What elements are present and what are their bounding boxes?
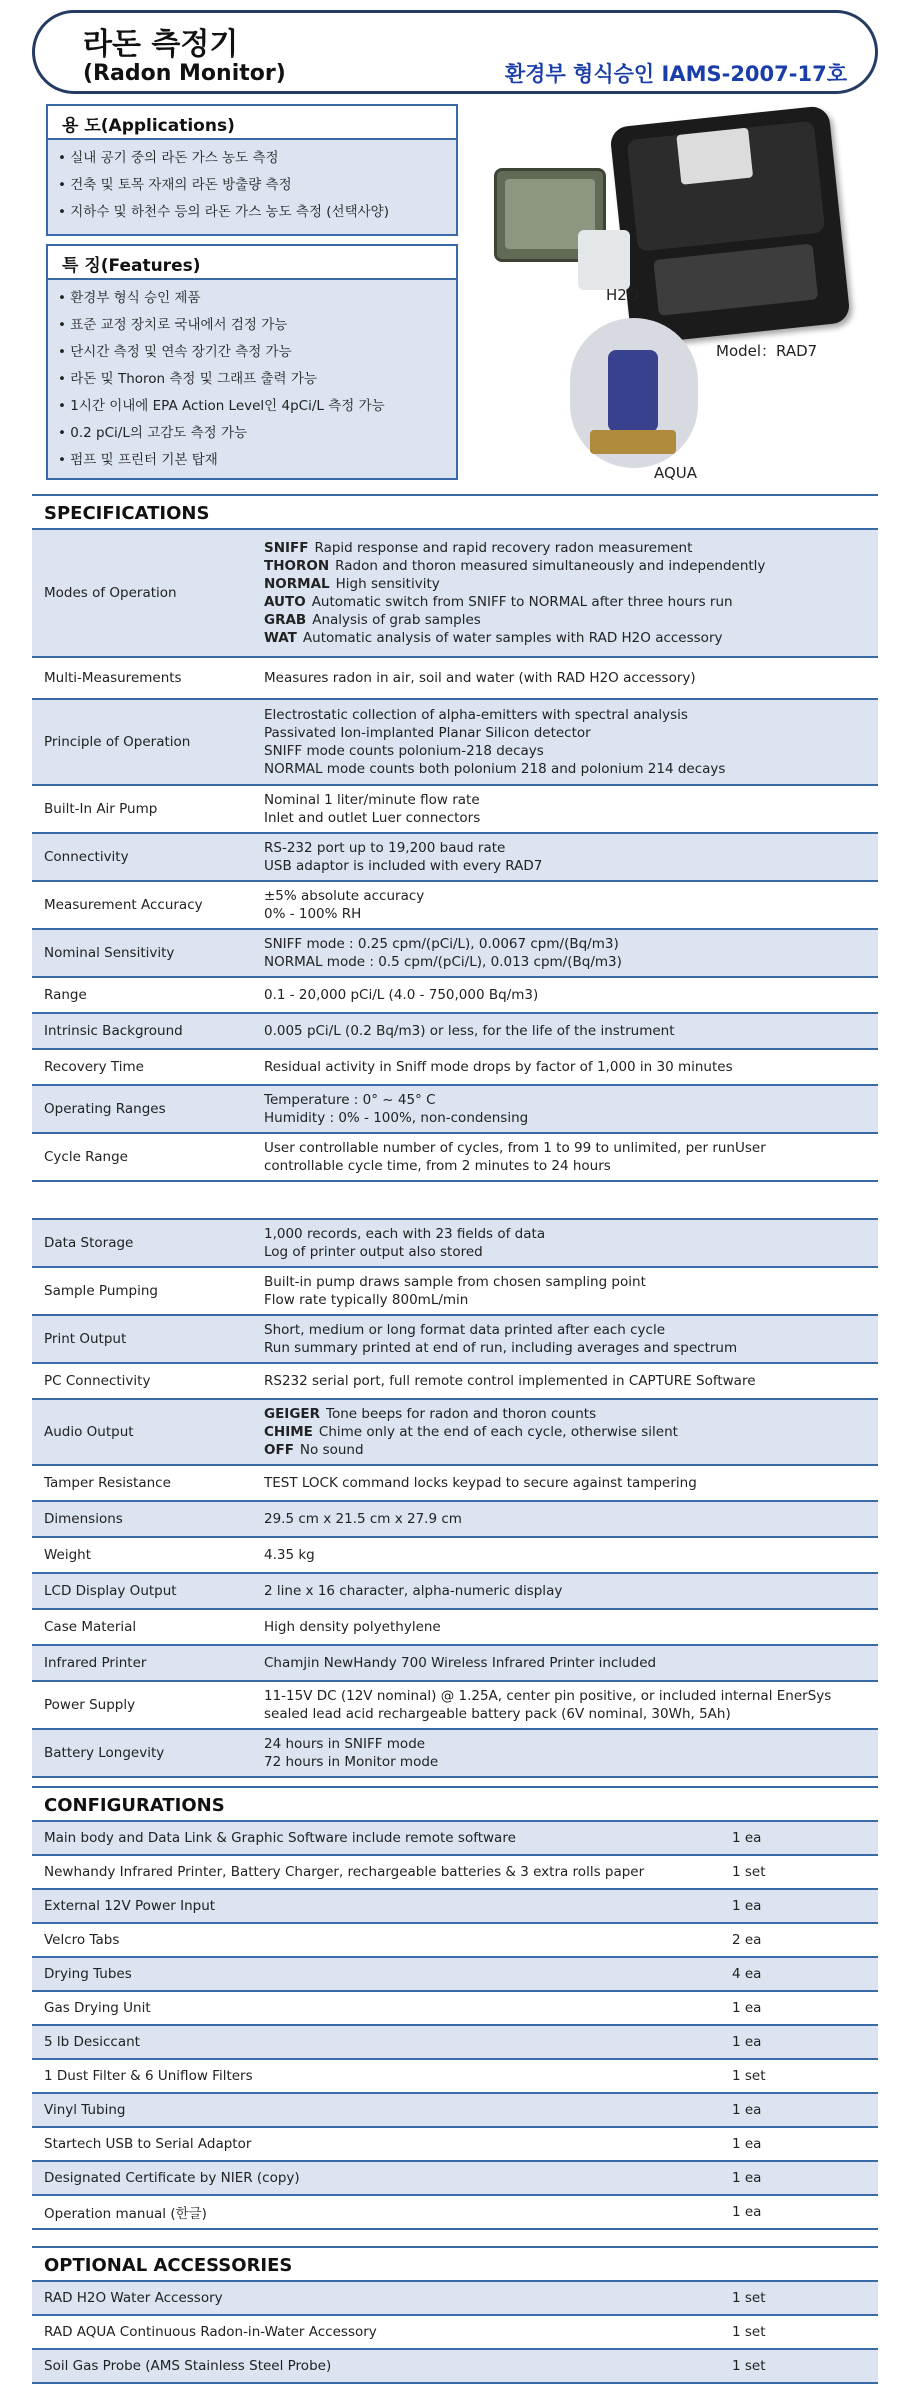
features-title: 특 징(Features) [46, 244, 458, 280]
spec-value-line [264, 1546, 864, 1564]
spec-row [32, 1316, 878, 1364]
config-row [32, 2196, 878, 2230]
spec-value-line [264, 1109, 864, 1127]
spec-value-line [264, 1753, 864, 1771]
config-item: Gas Drying Unit [44, 2000, 151, 2016]
spec-mode-key: CHIME [264, 1424, 313, 1440]
spec-value-text: Chamjin NewHandy 700 Wireless Infrared Printer included [264, 1655, 657, 1671]
spec-value-text: 2 line x 16 character, alpha-numeric display [264, 1583, 563, 1599]
feature-item: • 라돈 및 Thoron 측정 및 그래프 출력 가능 [58, 366, 456, 393]
spec-value-text: Short, medium or long format data printed after each cycle [264, 1322, 665, 1338]
spec-value-line [264, 1139, 864, 1157]
spec-row [32, 1050, 878, 1086]
spec-row [32, 930, 878, 978]
spec-value-line [264, 557, 864, 575]
config-item: Drying Tubes [44, 1966, 132, 1982]
config-row [32, 2162, 878, 2196]
feature-item: • 0.2 pCi/L의 고감도 측정 가능 [58, 420, 456, 447]
spec-mode-key: NORMAL [264, 576, 330, 592]
config-quantity: 1 ea [732, 2136, 762, 2152]
spec-row [32, 882, 878, 930]
config-quantity: 1 set [732, 2358, 766, 2374]
spec-row [32, 658, 878, 700]
spec-row [32, 1400, 878, 1466]
applications-list [46, 140, 458, 236]
spec-value-text: 24 hours in SNIFF mode [264, 1736, 426, 1752]
spec-value-text: NORMAL mode counts both polonium 218 and polonium 214 decays [264, 761, 726, 777]
spec-value-line [264, 1321, 864, 1339]
config-quantity: 2 ea [732, 1932, 762, 1948]
spec-value-line [264, 1474, 864, 1492]
spec-label: Sample Pumping [44, 1283, 158, 1299]
spec-value [264, 1400, 864, 1464]
spec-value-line [264, 857, 864, 875]
spec-value-text: 0.005 pCi/L (0.2 Bq/m3) or less, for the life of the instrument [264, 1023, 675, 1039]
spec-value-line [264, 593, 864, 611]
spec-row [32, 1730, 878, 1778]
config-item: Newhandy Infrared Printer, Battery Charger, rechargeable batteries & 3 extra rolls paper [44, 1864, 645, 1880]
config-row [32, 2026, 878, 2060]
spec-mode-key: GRAB [264, 612, 307, 628]
aqua-image [570, 318, 698, 468]
spec-value-line [264, 1091, 864, 1109]
spec-value-text: Measures radon in air, soil and water (with RAD H2O accessory) [264, 670, 696, 686]
spec-mode-key: OFF [264, 1442, 294, 1458]
spec-label: Cycle Range [44, 1149, 128, 1165]
spec-value-line [264, 809, 864, 827]
config-row [32, 2060, 878, 2094]
specifications-title: SPECIFICATIONS [32, 494, 878, 530]
spec-value [264, 1134, 864, 1180]
spec-row [32, 530, 878, 658]
configurations-table [32, 1822, 878, 2230]
spec-value-line [264, 1273, 864, 1291]
config-row [32, 1958, 878, 1992]
config-row [32, 2316, 878, 2350]
spec-value-line [264, 935, 864, 953]
spec-row [32, 1646, 878, 1682]
spec-value-line [264, 760, 864, 778]
spec-value [264, 1316, 864, 1362]
spec-label: Recovery Time [44, 1059, 144, 1075]
spec-value-text: Residual activity in Sniff mode drops by factor of 1,000 in 30 minutes [264, 1059, 733, 1075]
spec-value [264, 700, 864, 784]
spec-value-text: Analysis of grab samples [312, 612, 481, 628]
spec-label: Data Storage [44, 1235, 134, 1251]
spec-value-text: SNIFF mode counts polonium-218 decays [264, 743, 544, 759]
spec-value-line [264, 669, 864, 687]
approval-number: 환경부 형식승인 IAMS-2007-17호 [504, 62, 847, 86]
config-quantity: 1 ea [732, 1830, 762, 1846]
config-item: Soil Gas Probe (AMS Stainless Steel Probe) [44, 2358, 332, 2374]
spec-mode-key: GEIGER [264, 1406, 321, 1422]
spec-label: Connectivity [44, 849, 129, 865]
spec-value-line [264, 706, 864, 724]
title-korean: 라돈 측정기 [83, 27, 239, 62]
spec-value [264, 1502, 864, 1536]
spec-label: Multi-Measurements [44, 670, 182, 686]
optional-accessories-table [32, 2282, 878, 2384]
spec-row [32, 1466, 878, 1502]
spec-label: Intrinsic Background [44, 1023, 183, 1039]
spec-value-line [264, 1441, 864, 1459]
spec-value-text: USB adaptor is included with every RAD7 [264, 858, 543, 874]
spec-value-text: Run summary printed at end of run, including averages and spectrum [264, 1340, 738, 1356]
spec-value [264, 1574, 864, 1608]
spec-value [264, 1538, 864, 1572]
spec-label: Audio Output [44, 1424, 134, 1440]
spec-value-text: 72 hours in Monitor mode [264, 1754, 439, 1770]
specifications-table [32, 530, 878, 1182]
feature-item: • 단시간 측정 및 연속 장기간 측정 가능 [58, 339, 456, 366]
config-row [32, 1924, 878, 1958]
spec-value [264, 530, 864, 656]
spec-value-text: Log of printer output also stored [264, 1244, 483, 1260]
spec-value-text: RS-232 port up to 19,200 baud rate [264, 840, 506, 856]
config-row [32, 2128, 878, 2162]
spec-label: Tamper Resistance [44, 1475, 171, 1491]
spec-mode-key: THORON [264, 558, 330, 574]
spec-value-line [264, 1291, 864, 1309]
spec-label: Print Output [44, 1331, 127, 1347]
config-quantity: 1 ea [732, 2000, 762, 2016]
spec-row [32, 1502, 878, 1538]
h2o-bottle-image [578, 230, 630, 290]
feature-item: • 표준 교정 장치로 국내에서 검정 가능 [58, 312, 456, 339]
config-row [32, 2094, 878, 2128]
config-item: RAD H2O Water Accessory [44, 2290, 223, 2306]
spec-value-text: SNIFF mode : 0.25 cpm/(pCi/L), 0.0067 cpm/(Bq/m3) [264, 936, 619, 952]
spec-value-text: controllable cycle time, from 2 minutes to 24 hours [264, 1158, 611, 1174]
spec-value [264, 1682, 864, 1728]
config-item: Velcro Tabs [44, 1932, 120, 1948]
spec-row [32, 1364, 878, 1400]
spec-value-line [264, 1405, 864, 1423]
config-quantity: 1 set [732, 2068, 766, 2084]
spec-value-line [264, 1705, 864, 1723]
spec-value-text: Inlet and outlet Luer connectors [264, 810, 481, 826]
spec-label: Operating Ranges [44, 1101, 166, 1117]
spec-label: Weight [44, 1547, 92, 1563]
spec-value-text: Automatic switch from SNIFF to NORMAL after three hours run [311, 594, 733, 610]
spec-value-line [264, 839, 864, 857]
spec-value-line [264, 1022, 864, 1040]
spec-value-line [264, 742, 864, 760]
h2o-label: H2O [606, 286, 639, 304]
spec-value-text: Rapid response and rapid recovery radon measurement [314, 540, 693, 556]
config-item: Main body and Data Link & Graphic Software include remote software [44, 1830, 516, 1846]
spec-row [32, 978, 878, 1014]
spec-value-text: No sound [299, 1442, 364, 1458]
spec-value-line [264, 539, 864, 557]
spec-value-text: 29.5 cm x 21.5 cm x 27.9 cm [264, 1511, 462, 1527]
spec-value [264, 1610, 864, 1644]
config-item: Startech USB to Serial Adaptor [44, 2136, 252, 2152]
spec-value-text: 0% - 100% RH [264, 906, 362, 922]
spec-row [32, 1086, 878, 1134]
spec-value-line [264, 1372, 864, 1390]
spec-row [32, 834, 878, 882]
spec-value-text: Nominal 1 liter/minute flow rate [264, 792, 480, 808]
spec-row [32, 1610, 878, 1646]
spec-value-text: Radon and thoron measured simultaneously and independently [335, 558, 766, 574]
application-item: • 지하수 및 하천수 등의 라돈 가스 농도 측정 (선택사양) [58, 199, 456, 226]
spec-value-text: Flow rate typically 800mL/min [264, 1292, 469, 1308]
config-item: Designated Certificate by NIER (copy) [44, 2170, 300, 2186]
spec-value [264, 1220, 864, 1266]
spec-value-line [264, 1510, 864, 1528]
spec-label: Battery Longevity [44, 1745, 165, 1761]
spec-label: PC Connectivity [44, 1373, 151, 1389]
product-photos [480, 100, 880, 480]
config-quantity: 1 ea [732, 1898, 762, 1914]
spec-value-text: User controllable number of cycles, from 1 to 99 to unlimited, per runUser [264, 1140, 766, 1156]
spec-value-text: Tone beeps for radon and thoron counts [326, 1406, 597, 1422]
spec-value-text: Chime only at the end of each cycle, otherwise silent [318, 1424, 678, 1440]
spec-value-line [264, 1243, 864, 1261]
spec-value [264, 1050, 864, 1084]
spec-value-line [264, 1058, 864, 1076]
application-item: • 실내 공기 중의 라돈 가스 농도 측정 [58, 145, 456, 172]
spec-row [32, 1268, 878, 1316]
configurations-title: CONFIGURATIONS [32, 1786, 878, 1822]
spec-value-text: Automatic analysis of water samples with RAD H2O accessory [302, 630, 723, 646]
applications-title: 용 도(Applications) [46, 104, 458, 140]
spec-value-line [264, 1225, 864, 1243]
spec-mode-key: AUTO [264, 594, 306, 610]
spec-value-text: 1,000 records, each with 23 fields of data [264, 1226, 546, 1242]
spec-value-text: sealed lead acid rechargeable battery pack (6V nominal, 30Wh, 5Ah) [264, 1706, 731, 1722]
config-item: Operation manual (한글) [44, 2206, 207, 2222]
application-item: • 건축 및 토목 자재의 라돈 방출량 측정 [58, 172, 456, 199]
spec-value [264, 786, 864, 832]
feature-item: • 환경부 형식 승인 제품 [58, 285, 456, 312]
spec-value [264, 1086, 864, 1132]
spec-value [264, 834, 864, 880]
spec-row [32, 1134, 878, 1182]
spec-value-line [264, 1654, 864, 1672]
features-list [46, 280, 458, 480]
spec-value [264, 1268, 864, 1314]
spec-row [32, 1574, 878, 1610]
spec-value-text: Humidity : 0% - 100%, non-condensing [264, 1110, 529, 1126]
spec-value-line [264, 791, 864, 809]
spec-value-text: Built-in pump draws sample from chosen sampling point [264, 1274, 646, 1290]
config-row [32, 1856, 878, 1890]
spec-value-text: RS232 serial port, full remote control implemented in CAPTURE Software [264, 1373, 756, 1389]
spec-value-text: NORMAL mode : 0.5 cpm/(pCi/L), 0.013 cpm/(Bq/m3) [264, 954, 622, 970]
rad7-case-image [609, 105, 851, 345]
config-item: 5 lb Desiccant [44, 2034, 140, 2050]
config-quantity: 1 set [732, 2290, 766, 2306]
spec-value-line [264, 611, 864, 629]
spec-value-line [264, 1618, 864, 1636]
spec-value-line [264, 953, 864, 971]
spec-value-text: 0.1 - 20,000 pCi/L (4.0 - 750,000 Bq/m3) [264, 987, 539, 1003]
spec-value-text: High sensitivity [335, 576, 440, 592]
spec-value-text: Electrostatic collection of alpha-emitters with spectral analysis [264, 707, 688, 723]
spec-label: Nominal Sensitivity [44, 945, 175, 961]
header-banner [32, 10, 878, 94]
spec-value [264, 1364, 864, 1398]
config-row [32, 1822, 878, 1856]
spec-label: Modes of Operation [44, 585, 177, 601]
feature-item: • 펌프 및 프린터 기본 탑재 [58, 447, 456, 474]
spec-value-line [264, 1157, 864, 1175]
spec-row [32, 1682, 878, 1730]
spec-value-line [264, 905, 864, 923]
spec-value [264, 978, 864, 1012]
spec-label: Power Supply [44, 1697, 136, 1713]
spec-value-line [264, 1735, 864, 1753]
spec-value [264, 1014, 864, 1048]
spec-label: Measurement Accuracy [44, 897, 203, 913]
spec-label: Range [44, 987, 87, 1003]
config-quantity: 1 ea [732, 2170, 762, 2186]
spec-value-text: 4.35 kg [264, 1547, 315, 1563]
config-quantity: 1 ea [732, 2204, 762, 2220]
config-row [32, 2350, 878, 2384]
spec-value-line [264, 986, 864, 1004]
spec-value-line [264, 887, 864, 905]
config-quantity: 1 ea [732, 2102, 762, 2118]
model-label: Model：RAD7 [716, 342, 818, 360]
spec-label: Dimensions [44, 1511, 123, 1527]
spec-row [32, 1220, 878, 1268]
spec-label: Case Material [44, 1619, 137, 1635]
config-row [32, 1992, 878, 2026]
spec-value-text: TEST LOCK command locks keypad to secure against tampering [264, 1475, 697, 1491]
config-item: External 12V Power Input [44, 1898, 216, 1914]
config-row [32, 1890, 878, 1924]
spec-mode-key: SNIFF [264, 540, 309, 556]
config-quantity: 1 set [732, 1864, 766, 1880]
spec-label: Principle of Operation [44, 734, 191, 750]
spec-value-line [264, 629, 864, 647]
specifications-table-continued [32, 1218, 878, 1778]
spec-value-text: Temperature : 0° ~ 45° C [264, 1092, 436, 1108]
spec-value-line [264, 1582, 864, 1600]
spec-value-text: Passivated Ion-implanted Planar Silicon detector [264, 725, 591, 741]
spec-row [32, 1014, 878, 1050]
spec-label: LCD Display Output [44, 1583, 177, 1599]
spec-value [264, 1646, 864, 1680]
spec-value [264, 930, 864, 976]
config-row [32, 2282, 878, 2316]
spec-value-line [264, 575, 864, 593]
spec-row [32, 700, 878, 786]
spec-label: Built-In Air Pump [44, 801, 158, 817]
config-item: RAD AQUA Continuous Radon-in-Water Accessory [44, 2324, 377, 2340]
optional-accessories-title: OPTIONAL ACCESSORIES [32, 2246, 878, 2282]
spec-value-text: ±5% absolute accuracy [264, 888, 425, 904]
spec-value-line [264, 1423, 864, 1441]
aqua-label: AQUA [654, 464, 698, 482]
spec-mode-key: WAT [264, 630, 297, 646]
spec-value [264, 882, 864, 928]
spec-value [264, 658, 864, 698]
config-item: Vinyl Tubing [44, 2102, 126, 2118]
config-quantity: 1 set [732, 2324, 766, 2340]
spec-value-text: High density polyethylene [264, 1619, 441, 1635]
spec-value-line [264, 724, 864, 742]
title-english: (Radon Monitor) [83, 61, 286, 86]
config-quantity: 4 ea [732, 1966, 762, 1982]
spec-row [32, 1538, 878, 1574]
spec-row [32, 786, 878, 834]
config-item: 1 Dust Filter & 6 Uniflow Filters [44, 2068, 253, 2084]
spec-value-line [264, 1687, 864, 1705]
feature-item: • 1시간 이내에 EPA Action Level인 4pCi/L 측정 가능 [58, 393, 456, 420]
spec-value [264, 1730, 864, 1776]
spec-value [264, 1466, 864, 1500]
spec-value-text: 11-15V DC (12V nominal) @ 1.25A, center pin positive, or included internal EnerSys [264, 1688, 832, 1704]
spec-value-line [264, 1339, 864, 1357]
config-quantity: 1 ea [732, 2034, 762, 2050]
spec-label: Infrared Printer [44, 1655, 147, 1671]
